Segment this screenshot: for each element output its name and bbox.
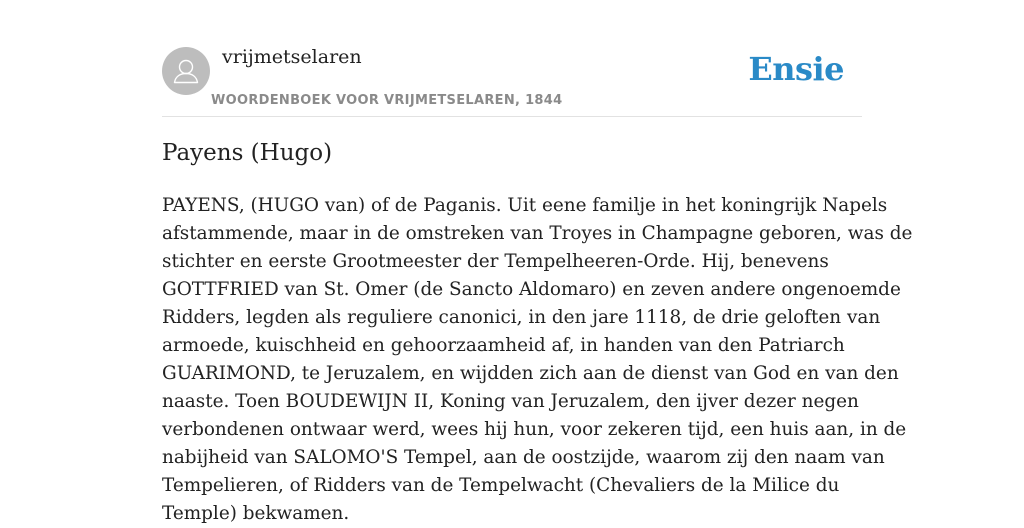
source-label: WOORDENBOEK VOOR VRIJMETSELAREN, 1844 <box>211 93 563 108</box>
body-line: PAYENS, (HUGO van) of de Paganis. Uit eene familje in het koningrijk Napels <box>162 195 888 216</box>
entry-title: Payens (Hugo) <box>162 140 333 166</box>
body-line: verbondenen ontwaar werd, wees hij hun, voor zekeren tijd, een huis aan, in de <box>162 419 907 440</box>
author-avatar[interactable] <box>162 47 210 95</box>
body-line: stichter en eerste Grootmeester der Tempelheeren-Orde. Hij, benevens <box>162 251 829 272</box>
body-line: Tempelieren, of Ridders van de Tempelwacht (Chevaliers de la Milice du <box>162 475 840 496</box>
body-line: Ridders, legden als reguliere canonici, in den jare 1118, de drie geloften van <box>162 307 881 328</box>
body-line: naaste. Toen BOUDEWIJN II, Koning van Jeruzalem, den ijver dezer negen <box>162 391 859 412</box>
user-placeholder-icon <box>162 47 210 95</box>
body-line: GUARIMOND, te Jeruzalem, en wijdden zich aan de dienst van God en van den <box>162 363 899 384</box>
page-container <box>162 0 913 524</box>
body-line: GOTTFRIED van St. Omer (de Sancto Aldomaro) en zeven andere ongenoemde <box>162 279 901 300</box>
author-name-link[interactable]: vrijmetselaren <box>222 46 362 68</box>
ensie-logo[interactable]: Ensie <box>748 50 844 88</box>
entry-header <box>162 0 862 117</box>
body-line: afstammende, maar in de omstreken van Troyes in Champagne geboren, was de <box>162 223 913 244</box>
body-line: nabijheid van SALOMO'S Tempel, aan de oostzijde, waarom zij den naam van <box>162 447 885 468</box>
body-line: armoede, kuischheid en gehoorzaamheid af, in handen van den Patriarch <box>162 335 845 356</box>
body-line: Temple) bekwamen. <box>162 503 350 524</box>
entry-body <box>162 192 913 528</box>
